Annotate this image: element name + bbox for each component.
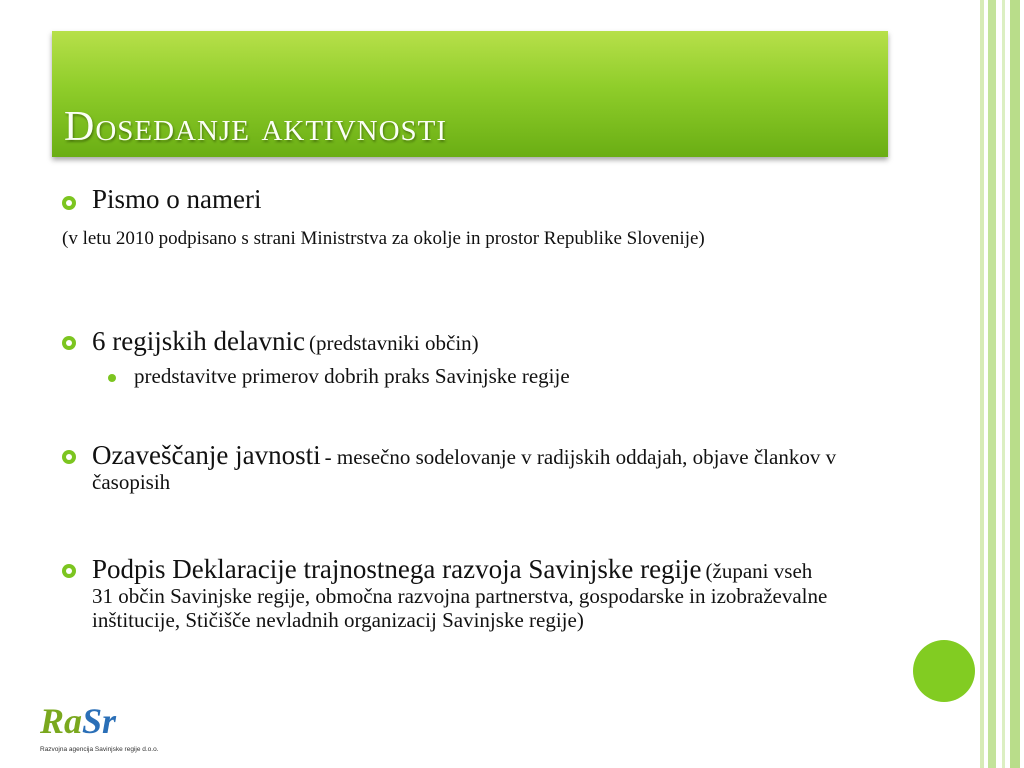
rasr-logo xyxy=(38,700,158,760)
item-detail: - mesečno sodelovanje v radijskih oddajah, objave člankov v časopisih xyxy=(92,445,837,494)
item-detail: (predstavniki občin) xyxy=(308,331,479,355)
bullet-icon xyxy=(62,564,76,578)
sub-item: predstavitve primerov dobrih praks Savinjske regije xyxy=(134,364,570,388)
bullet-icon xyxy=(62,196,76,210)
item-title: Pismo o nameri xyxy=(92,184,262,214)
bullet-icon xyxy=(62,336,76,350)
decorative-stripes xyxy=(972,0,1024,768)
decorative-circle xyxy=(913,640,975,702)
item-detail: (župani vseh 31 občin Savinjske regije, območna razvojna partnerstva, gospodarske in izobraževalne inštitucije, Stičišče nevladnih organizacij Savinjske regije) xyxy=(92,559,828,632)
bullet-icon xyxy=(62,450,76,464)
item-note: (v letu 2010 podpisano s strani Ministrstva za okolje in prostor Republike Slovenije) xyxy=(62,228,705,249)
item-title: 6 regijskih delavnic xyxy=(92,326,305,356)
sub-bullet-icon xyxy=(108,374,116,382)
logo-subtitle: Razvojna agencija Savinjske regije d.o.o. xyxy=(40,746,159,753)
item-title: Podpis Deklaracije trajnostnega razvoja Savinjske regije xyxy=(92,554,702,584)
logo-ra: Ra xyxy=(40,701,83,741)
slide-title: Dosedanje aktivnosti xyxy=(64,104,448,150)
item-title: Ozaveščanje javnosti xyxy=(92,440,321,470)
title-banner xyxy=(52,31,888,157)
logo-sr: Sr xyxy=(82,701,117,741)
